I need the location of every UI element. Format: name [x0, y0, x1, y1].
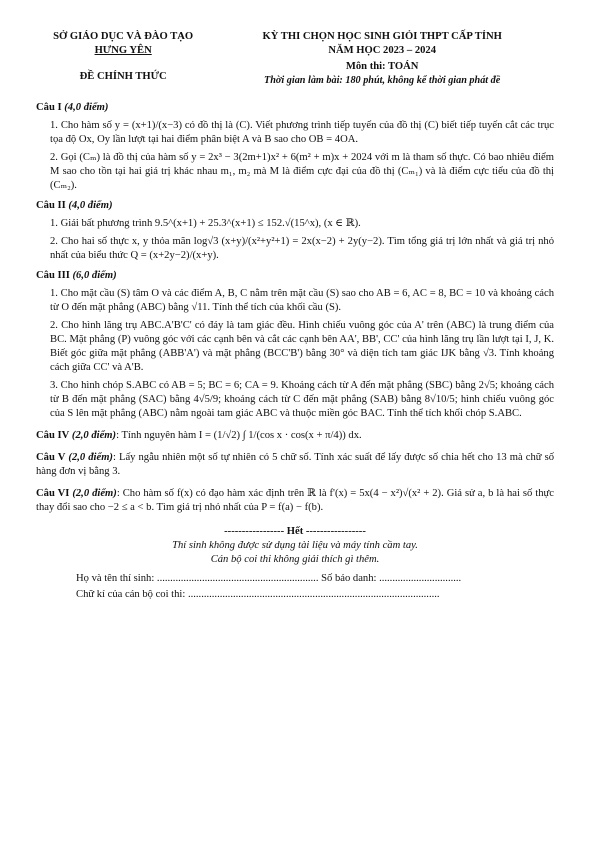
section-2-label: Câu II [36, 200, 66, 212]
note-materials: Thí sinh không được sử dụng tài liệu và máy tính cầm tay. [172, 539, 418, 551]
question-6-text: : Cho hàm số f(x) có đạo hàm xác định trên ℝ là f'(x) = 5x(4 − x²)√(x² + 2). Giả sử a, b là hai số thực thay đổi sao cho −2 ≤ a < b. Tìm giá trị nhỏ nhất của P = f(a) − f(b). [36, 487, 554, 513]
question-4-text: : Tính nguyên hàm I = (1/√2) ∫ 1/(cos x · cos(x + π/4)) dx. [116, 429, 362, 441]
note-proctor: Cán bộ coi thi không giải thích gì thêm. [210, 553, 380, 565]
section-2-title [36, 199, 554, 213]
section-4-points: (2,0 điểm) [71, 429, 117, 441]
header-right [210, 30, 554, 87]
end-marker: ----------------- Hết ----------------- [224, 525, 366, 537]
proctor-signature-line: Chữ kí của cán bộ coi thi: ............................................................................................... [76, 589, 440, 601]
exam-title: KỲ THI CHỌN HỌC SINH GIỎI THPT CẤP TỈNH [262, 31, 502, 42]
section-6-label: Câu VI [36, 487, 70, 499]
question-3-3-text: 3. Cho hình chóp S.ABC có AB = 5; BC = 6; CA = 9. Khoảng cách từ A đến mặt phẳng (SBC) bằng 2√5; khoảng cách từ B đến mặt phẳng (SAC) bằng 4√5/9; khoảng cách từ C đến mặt phẳng (SAB) bằng 8√10/5; hình chiếu vuông góc của S lên mặt phẳng (ABC) nằm ngoài tam giác ABC và thuộc miền góc BAC. Tính thể tích khối chóp S.ABC. [50, 379, 554, 419]
time-limit: Thời gian làm bài: 180 phút, không kể thời gian phát đề [264, 74, 501, 86]
question-3-1-text: 1. Cho mặt cầu (S) tâm O và các điểm A, B, C nằm trên mặt cầu (S) sao cho AB = 6, AC = 8, BC = 10 và khoảng cách từ O đến mặt phẳng (ABC) bằng √11. Tính thể tích của khối cầu (S). [50, 288, 554, 313]
question-1-1 [36, 119, 554, 147]
question-3-2 [36, 319, 554, 375]
question-6 [36, 487, 554, 515]
question-2-1 [36, 217, 554, 231]
question-3-2-text: 2. Cho hình lăng trụ ABC.A'B'C' có đáy là tam giác đều. Hình chiếu vuông góc của A' trên (ABC) là trung điểm của BC. Mặt phẳng (P) vuông góc với các cạnh bên và cắt các cạnh bên AA', BB', CC' của hình lăng trụ lần lượt tại I, J, K. Biết góc giữa mặt phẳng (ABB'A') và mặt phẳng (BCC'B') bằng 30° và diện tích tam giác IJK bằng √3. Tính khoảng cách giữa CC' và A'B. [50, 319, 554, 373]
section-2-points: (4,0 điểm) [68, 200, 113, 212]
section-1-title [36, 101, 554, 115]
question-5-text: : Lấy ngẫu nhiên một số tự nhiên có 5 chữ số. Tính xác suất để lấy được số chia hết cho 13 mà chữ số hàng đơn vị bằng 3. [36, 451, 554, 477]
question-4 [36, 429, 554, 443]
section-6-points: (2,0 điểm) [72, 487, 117, 499]
question-2-1-text: 1. Giải bất phương trình 9.5^(x+1) + 25.3^(x+1) ≤ 152.√(15^x), (x ∈ ℝ). [50, 218, 361, 230]
org-line2: HƯNG YÊN [94, 44, 152, 56]
header-left [36, 30, 210, 87]
section-4-label: Câu IV [36, 429, 70, 441]
candidate-info-line: Họ và tên thí sinh: ............................................................. Số báo danh: ............................... [76, 573, 462, 585]
question-5 [36, 451, 554, 479]
question-2-2 [36, 235, 554, 263]
header [36, 30, 554, 87]
official-label: ĐỀ CHÍNH THỨC [79, 70, 167, 82]
section-3-title [36, 269, 554, 283]
section-5-points: (2,0 điểm) [68, 451, 113, 463]
section-1-points: (4,0 điểm) [64, 102, 109, 114]
question-1-2-text: 2. Gọi (Cₘ) là đồ thị của hàm số y = 2x³ − 3(2m+1)x² + 6(m² + m)x + 2024 với m là tham số thực. Có bao nhiêu điểm M sao cho tồn tại hai giá trị khác nhau m₁, m₂ mà M là điểm cực đại của đồ thị (Cₘ₁) và là điểm cực tiểu của đồ thị (Cₘ₂). [50, 152, 554, 192]
question-2-2-text: 2. Cho hai số thực x, y thỏa mãn log√3 (x+y)/(x²+y²+1) = 2x(x−2) + 2y(y−2). Tìm tổng giá trị lớn nhất và giá trị nhỏ nhất của biểu thức Q = (x+2y−2)/(x+y). [50, 236, 554, 262]
subject: Môn thi: TOÁN [345, 60, 419, 72]
question-3-1 [36, 287, 554, 315]
question-3-3 [36, 379, 554, 421]
question-1-2 [36, 151, 554, 193]
section-5-label: Câu V [36, 451, 66, 463]
school-year: NĂM HỌC 2023 – 2024 [328, 44, 437, 56]
question-1-1-text: 1. Cho hàm số y = (x+1)/(x−3) có đồ thị là (C). Viết phương trình tiếp tuyến của đồ thị (C) biết tiếp tuyến cắt các trục tọa độ Ox, Oy lần lượt tại hai điểm phân biệt A và B sao cho OB = 4OA. [50, 120, 554, 146]
section-1-label: Câu I [36, 102, 62, 114]
org-line1: SỞ GIÁO DỤC VÀ ĐÀO TẠO [53, 31, 194, 42]
section-3-points: (6,0 điểm) [72, 270, 117, 282]
section-3-label: Câu III [36, 270, 70, 282]
